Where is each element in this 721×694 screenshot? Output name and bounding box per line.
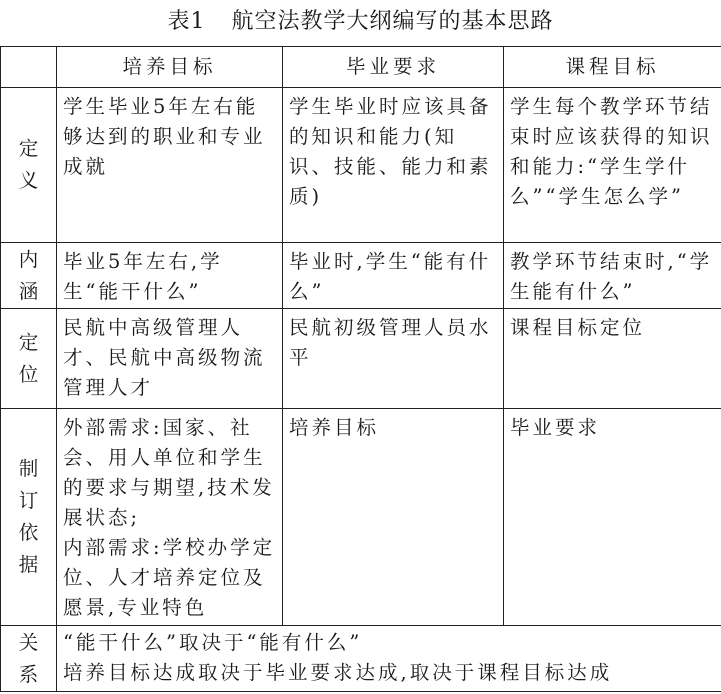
table-row <box>1 626 721 692</box>
cell-basis-graduation: 培养目标 <box>283 409 504 626</box>
relationship-line-1: “能干什么”取决于“能有什么” <box>63 631 363 654</box>
cell-positioning-graduation: 民航初级管理人员水平 <box>283 309 504 409</box>
cell-connotation-graduation: 毕业时,学生“能有什么” <box>283 243 504 309</box>
row-label-connotation: 内涵 <box>1 243 57 309</box>
cell-basis-training <box>57 409 283 626</box>
table-row <box>1 88 721 243</box>
cell-positioning-training: 民航中高级管理人才、民航中高级物流管理人才 <box>57 309 283 409</box>
basis-external-needs: 外部需求:国家、社会、用人单位和学生的要求与期望,技术发展状态; <box>63 416 275 529</box>
row-label-positioning: 定位 <box>1 309 57 409</box>
header-corner <box>1 47 57 88</box>
row-label-basis: 制订依据 <box>1 409 57 626</box>
table-row <box>1 309 721 409</box>
cell-definition-graduation: 学生毕业时应该具备的知识和能力(知识、技能、能力和素质) <box>283 88 504 243</box>
basis-internal-needs: 内部需求:学校办学定位、人才培养定位及愿景,专业特色 <box>63 536 276 619</box>
cell-connotation-training: 毕业5年左右,学生“能干什么” <box>57 243 283 309</box>
cell-relationship <box>57 626 721 692</box>
header-row <box>1 47 721 88</box>
header-training-objective: 培养目标 <box>57 47 283 88</box>
table-row <box>1 243 721 309</box>
table-caption <box>0 4 721 40</box>
row-label-relationship: 关系 <box>1 626 57 692</box>
syllabus-outline-table <box>0 46 721 692</box>
cell-basis-course: 毕业要求 <box>504 409 721 626</box>
cell-definition-training: 学生毕业5年左右能够达到的职业和专业成就 <box>57 88 283 243</box>
table-title: 航空法教学大纲编写的基本思路 <box>231 9 554 34</box>
table-number: 表1 <box>167 9 206 34</box>
cell-positioning-course: 课程目标定位 <box>504 309 721 409</box>
relationship-line-2: 培养目标达成取决于毕业要求达成,取决于课程目标达成 <box>63 661 613 684</box>
header-graduation-requirement: 毕业要求 <box>283 47 504 88</box>
row-label-definition: 定义 <box>1 88 57 243</box>
cell-connotation-course: 教学环节结束时,“学生能有什么” <box>504 243 721 309</box>
cell-definition-course: 学生每个教学环节结束时应该获得的知识和能力:“学生学什么”“学生怎么学” <box>504 88 721 243</box>
header-course-objective: 课程目标 <box>504 47 721 88</box>
table-row <box>1 409 721 626</box>
